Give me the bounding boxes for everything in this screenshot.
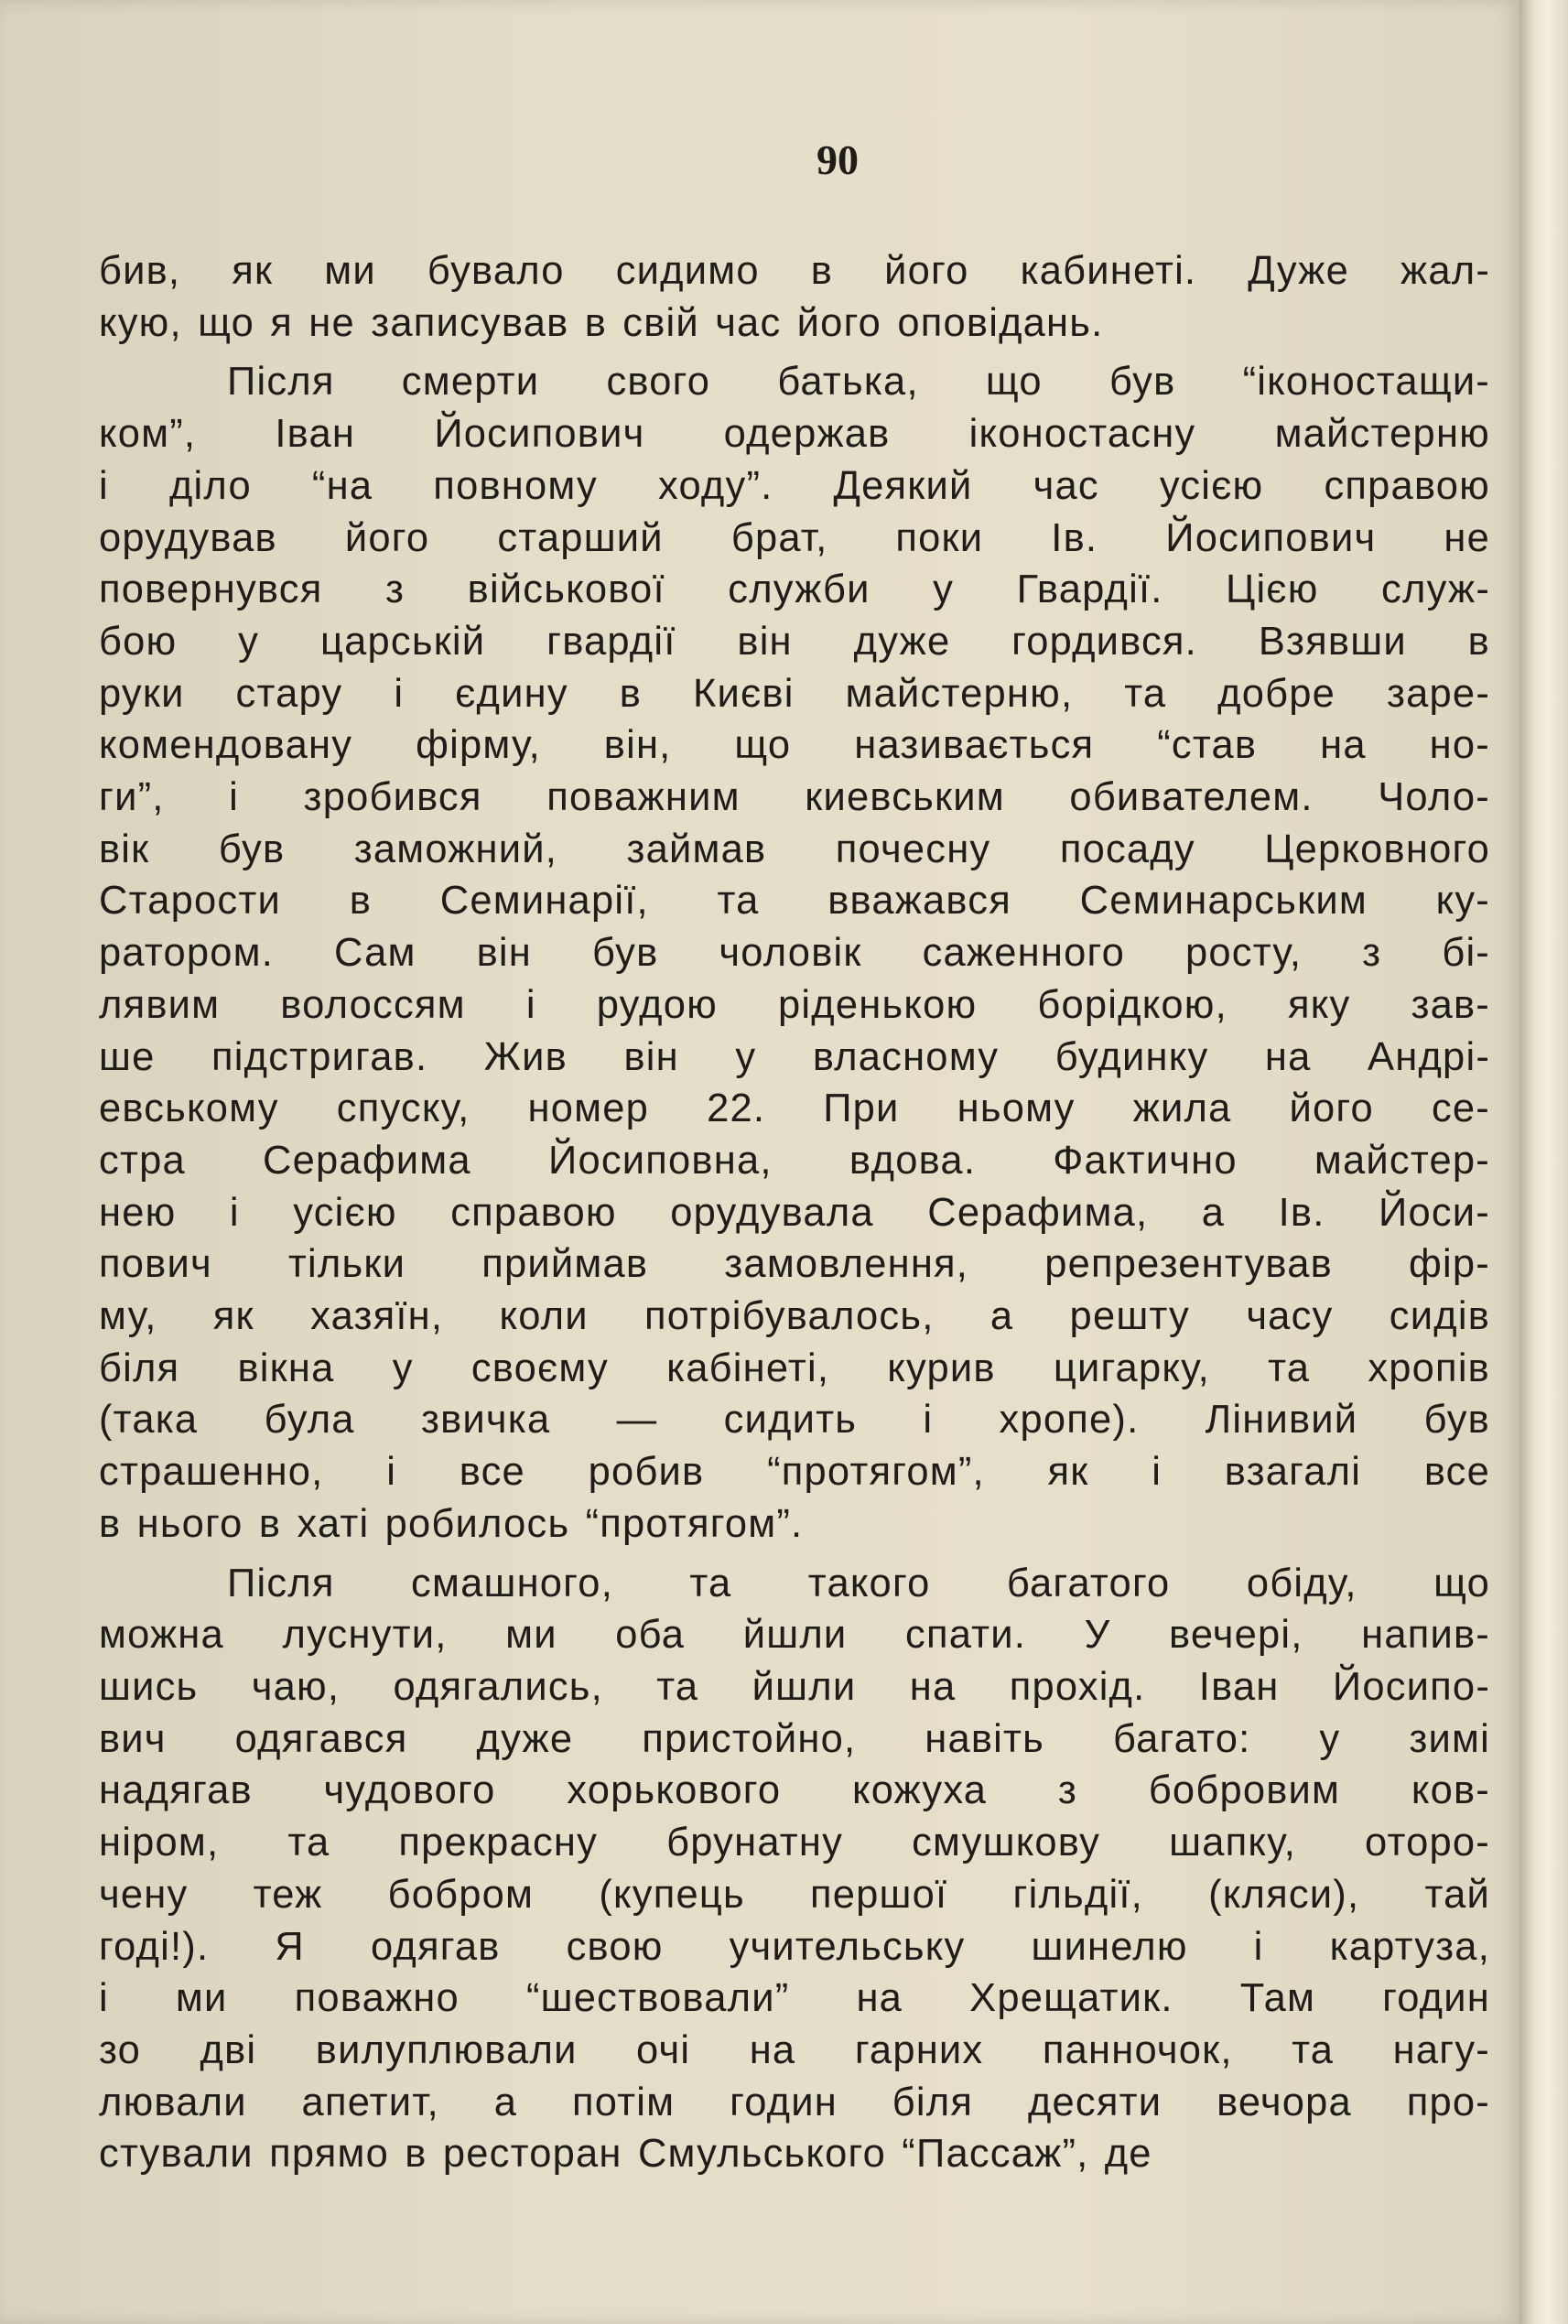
text-line: Після смерти свого батька, що був “іконостащи- [227, 360, 1490, 405]
text-line: повернувся з військової служби у Гвардії. Цією служ- [99, 567, 1490, 612]
text-line: бою у царській гвардії він дуже гордився. Взявши в [99, 619, 1490, 664]
text-line: ніром, та прекрасну брунатну смушкову шапку, оторо- [99, 1821, 1490, 1865]
page-number: 90 [816, 136, 859, 183]
text-line: евському спуску, номер 22. При ньому жила його се- [99, 1086, 1490, 1131]
page-edge [1519, 0, 1568, 2324]
text-line: му, як хазяїн, коли потрібувалось, а решту часу сидів [99, 1294, 1490, 1339]
text-line: і діло “на повному ходу”. Деякий час усією справою [99, 463, 1490, 508]
text-line: зо дві вилуплювали очі на гарних панночок, та нагу- [99, 2027, 1490, 2072]
text-line: руки стару і єдину в Києві майстерню, та добре заре- [99, 671, 1490, 716]
text-line: лявим волоссям і рудою ріденькою борідкою, яку зав- [99, 982, 1490, 1027]
paragraph [99, 356, 1490, 1550]
text-line: стували прямо в ресторан Смульського “Пассаж”, де [99, 2132, 1152, 2177]
text-line: чену теж бобром (купець першої гільдії, (кляси), тай [99, 1872, 1490, 1917]
text-line: вич одягався дуже пристойно, навіть багато: у зимі [99, 1716, 1490, 1761]
text-line: пович тільки приймав замовлення, репрезентував фір- [99, 1242, 1490, 1287]
text-line: надягав чудового хорькового кожуха з бобровим ков- [99, 1768, 1490, 1813]
text-line: в нього в хаті робилось “протягом”. [99, 1501, 804, 1546]
text-line: ратором. Сам він був чоловік саженного росту, з бі- [99, 931, 1490, 976]
paragraph-gap [99, 349, 1490, 356]
text-line: бив, як ми бувало сидимо в його кабинеті. Дуже жал- [99, 249, 1490, 293]
text-line: і ми поважно “шествовали” на Хрещатик. Там годин [99, 1976, 1490, 2021]
paragraph-gap [99, 1551, 1490, 1558]
text-line: ше підстригав. Жив він у власному будинку на Андрі- [99, 1034, 1490, 1079]
text-line: Після смашного, та такого багатого обіду, що [227, 1561, 1490, 1605]
text-line: (така була звичка — сидить і хропе). Лінивий був [99, 1398, 1490, 1443]
body-text [99, 245, 1490, 2180]
text-line: шись чаю, одягались, та йшли на прохід. Іван Йосипо- [99, 1664, 1490, 1709]
text-line: лювали апетит, а потім годин біля десяти вечора про- [99, 2080, 1490, 2124]
text-line: біля вікна у своєму кабінеті, курив цигарку, та хропів [99, 1346, 1490, 1390]
text-line: комендовану фірму, він, що називається “став на но- [99, 723, 1490, 768]
text-line: нею і усією справою орудувала Серафима, а Ів. Йоси- [99, 1190, 1490, 1235]
text-line: кую, що я не записував в свій час його оповідань. [99, 300, 1104, 345]
text-line: ком”, Іван Йосипович одержав іконостасну майстерню [99, 412, 1490, 457]
text-line: страшенно, і все робив “протягом”, як і взагалі все [99, 1450, 1490, 1495]
text-line: вік був заможний, займав почесну посаду Церковного [99, 827, 1490, 871]
text-line: орудував його старший брат, поки Ів. Йосипович не [99, 515, 1490, 560]
paragraph [99, 1558, 1490, 2180]
text-line: стра Серафима Йосиповна, вдова. Фактично майстер- [99, 1138, 1490, 1183]
text-line: можна луснути, ми оба йшли спати. У вечері, напив- [99, 1613, 1490, 1658]
text-line: ги”, і зробився поважним киевським обивателем. Чоло- [99, 775, 1490, 820]
paragraph [99, 245, 1490, 349]
text-line: годі!). Я одягав свою учительську шинелю і картуза, [99, 1924, 1490, 1969]
text-line: Старости в Семинарії, та вважався Семинарським ку- [99, 879, 1490, 924]
